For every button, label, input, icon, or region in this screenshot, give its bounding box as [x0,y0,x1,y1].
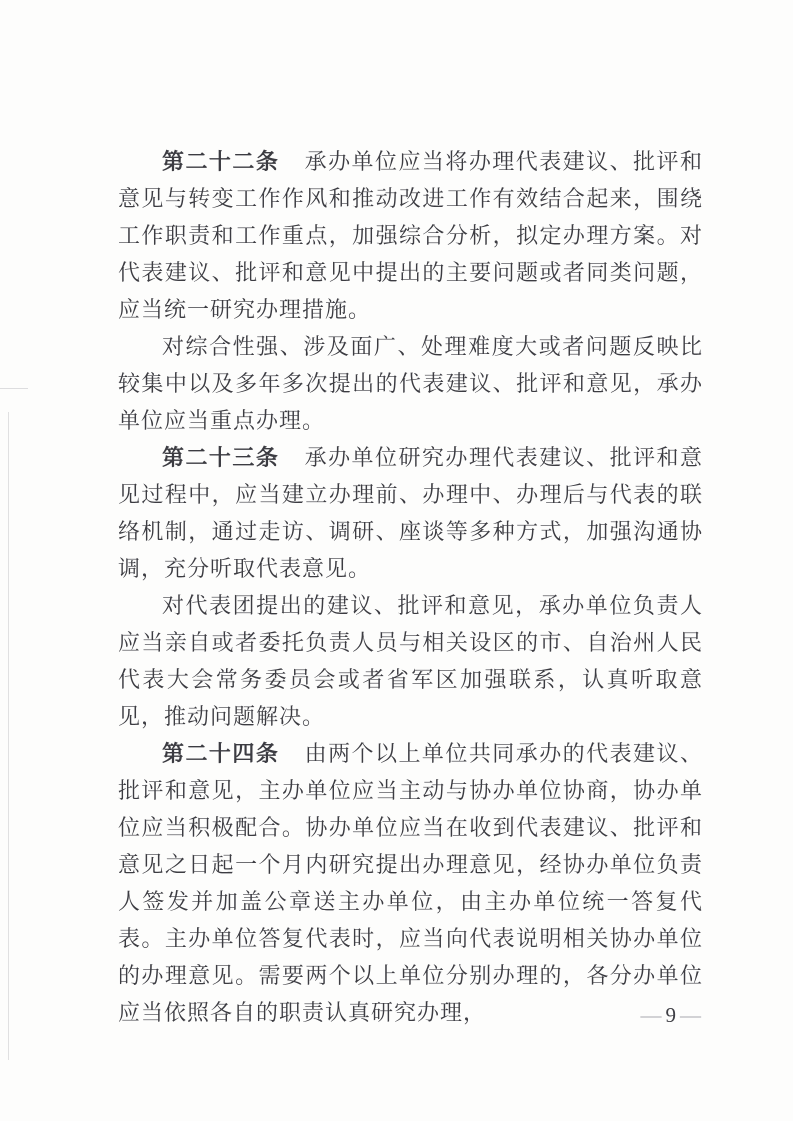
article-24-text: 由两个以上单位共同承办的代表建议、批评和意见，主办单位应当主动与协办单位协商，协办单位应当积极配合。协办单位应当在收到代表建议、批评和意见之日起一个月内研究提出办理意见，经协办单位负责人签发并加盖公章送主办单位，由主办单位统一答复代表。主办单位答复代表时，应当向代表说明相关协办单位的办理意见。需要两个以上单位分别办理的，各分办单位应当依照各自的职责认真研究办理， [118,741,703,1025]
article-23-text: 承办单位研究办理代表建议、批评和意见过程中，应当建立办理前、办理中、办理后与代表的联络机制，通过走访、调研、座谈等多种方式，加强沟通协调，充分听取代表意见。 [118,445,703,581]
article-24-label: 第二十四条 [162,741,280,766]
page-number-right-dash: — [680,1003,703,1027]
article-22-label: 第二十二条 [162,149,280,174]
document-body [118,143,703,1031]
article-22-subparagraph [118,328,703,439]
article-23-label: 第二十三条 [162,445,280,470]
article-23-subparagraph [118,587,703,735]
article-22-text: 承办单位应当将办理代表建议、批评和意见与转变工作作风和推动改进工作有效结合起来，围绕工作职责和工作重点，加强综合分析，拟定办理方案。对代表建议、批评和意见中提出的主要问题或者同类问题，应当统一研究办理措施。 [118,149,703,322]
page-number [641,1003,704,1028]
scan-artifact-vertical [8,412,9,1060]
article-23-paragraph [118,439,703,587]
article-23-sub-text: 对代表团提出的建议、批评和意见，承办单位负责人应当亲自或者委托负责人员与相关设区的市、自治州人民代表大会常务委员会或者省军区加强联系，认真听取意见，推动问题解决。 [118,593,703,729]
page-number-value: 9 [665,1003,678,1027]
page-number-left-dash: — [640,1003,664,1027]
article-22-sub-text: 对综合性强、涉及面广、处理难度大或者问题反映比较集中以及多年多次提出的代表建议、批评和意见，承办单位应当重点办理。 [118,334,703,433]
article-24-paragraph [118,735,703,1031]
scan-artifact-horizontal [0,388,28,389]
article-22-paragraph [118,143,703,328]
